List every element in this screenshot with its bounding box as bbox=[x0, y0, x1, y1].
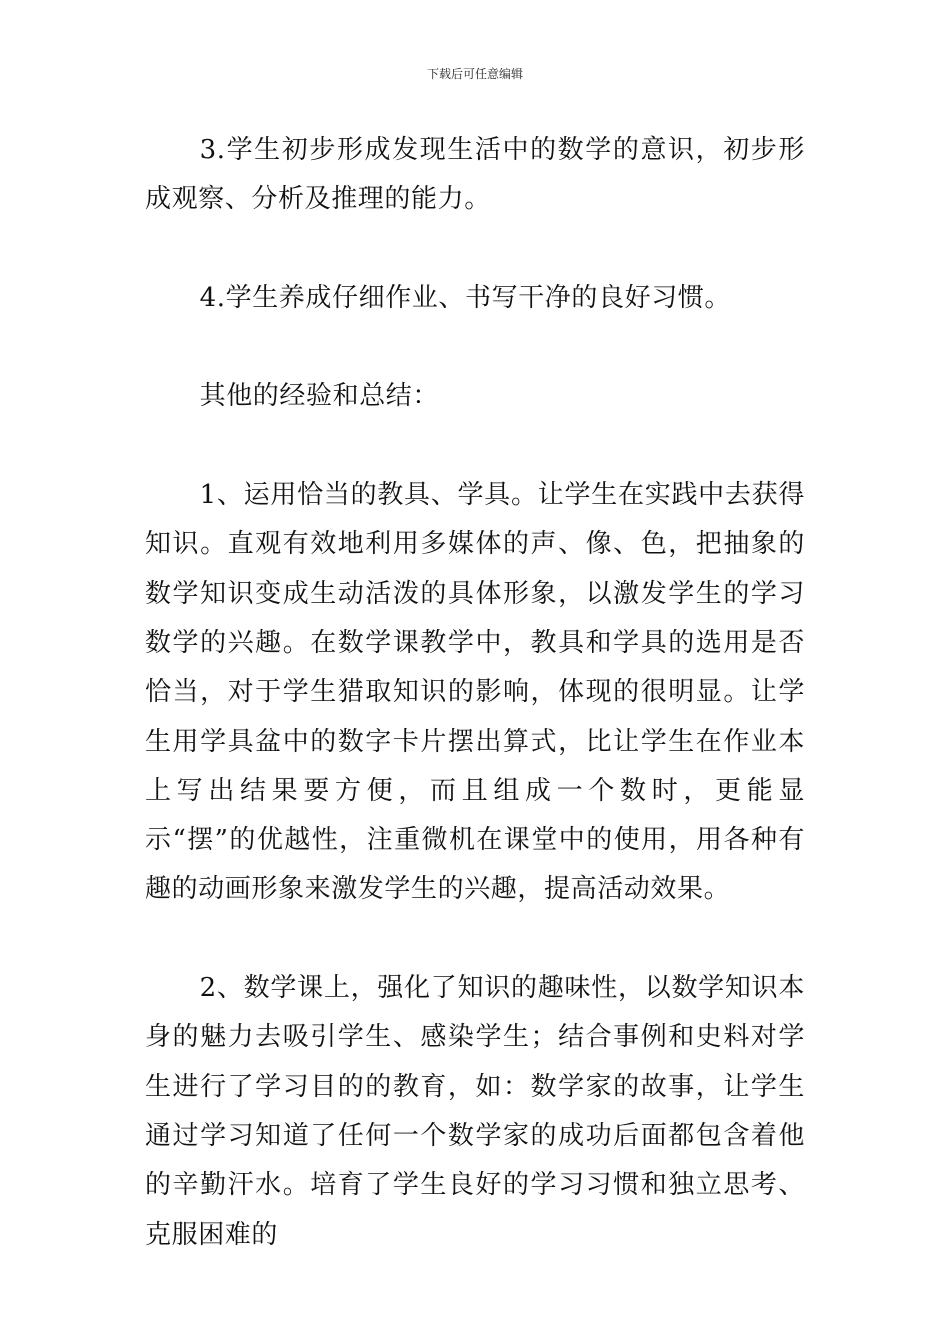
paragraph-item-4: 4.学生养成仔细作业、书写干净的良好习惯。 bbox=[199, 282, 732, 313]
paragraph-point-1: 1、运用恰当的教具、学具。让学生在实践中去获得知识。直观有效地利用多媒体的声、像、色，把抽象的数学知识变成生动活泼的具体形象，以激发学生的学习数学的兴趣。在数学课教学中，教具和学具的选用是否恰当，对于学生猎取知识的影响，体现的很明显。让学生用学具盆中的数字卡片摆出算式，比让学生在作业本上写出结果要方便，而且组成一个数时，更能显示“摆”的优越性，注重微机在课堂中的使用，用各种有趣的动画形象来激发学生的兴趣，提高活动效果。 bbox=[145, 480, 805, 905]
page-header-note: 下载后可任意编辑 bbox=[426, 67, 523, 81]
paragraph-spacer bbox=[145, 915, 805, 964]
document-body bbox=[145, 126, 805, 1260]
paragraph-spacer bbox=[145, 422, 805, 471]
paragraph-point-2: 2、数学课上，强化了知识的趣味性，以数学知识本身的魅力去吸引学生、感染学生；结合事例和史料对学生进行了学习目的的教育，如：数学家的故事，让学生通过学习知道了任何一个数学家的成功后面都包含着他的辛勤汗水。培育了学生良好的学习习惯和独立思考、克服困难的 bbox=[145, 973, 805, 1250]
paragraph-spacer bbox=[145, 323, 805, 372]
section-heading-other-experience: 其他的经验和总结： bbox=[199, 381, 439, 412]
paragraph-item-3: 3.学生初步形成发现生活中的数学的意识，初步形成观察、分析及推理的能力。 bbox=[145, 135, 805, 215]
paragraph-spacer bbox=[145, 225, 805, 274]
